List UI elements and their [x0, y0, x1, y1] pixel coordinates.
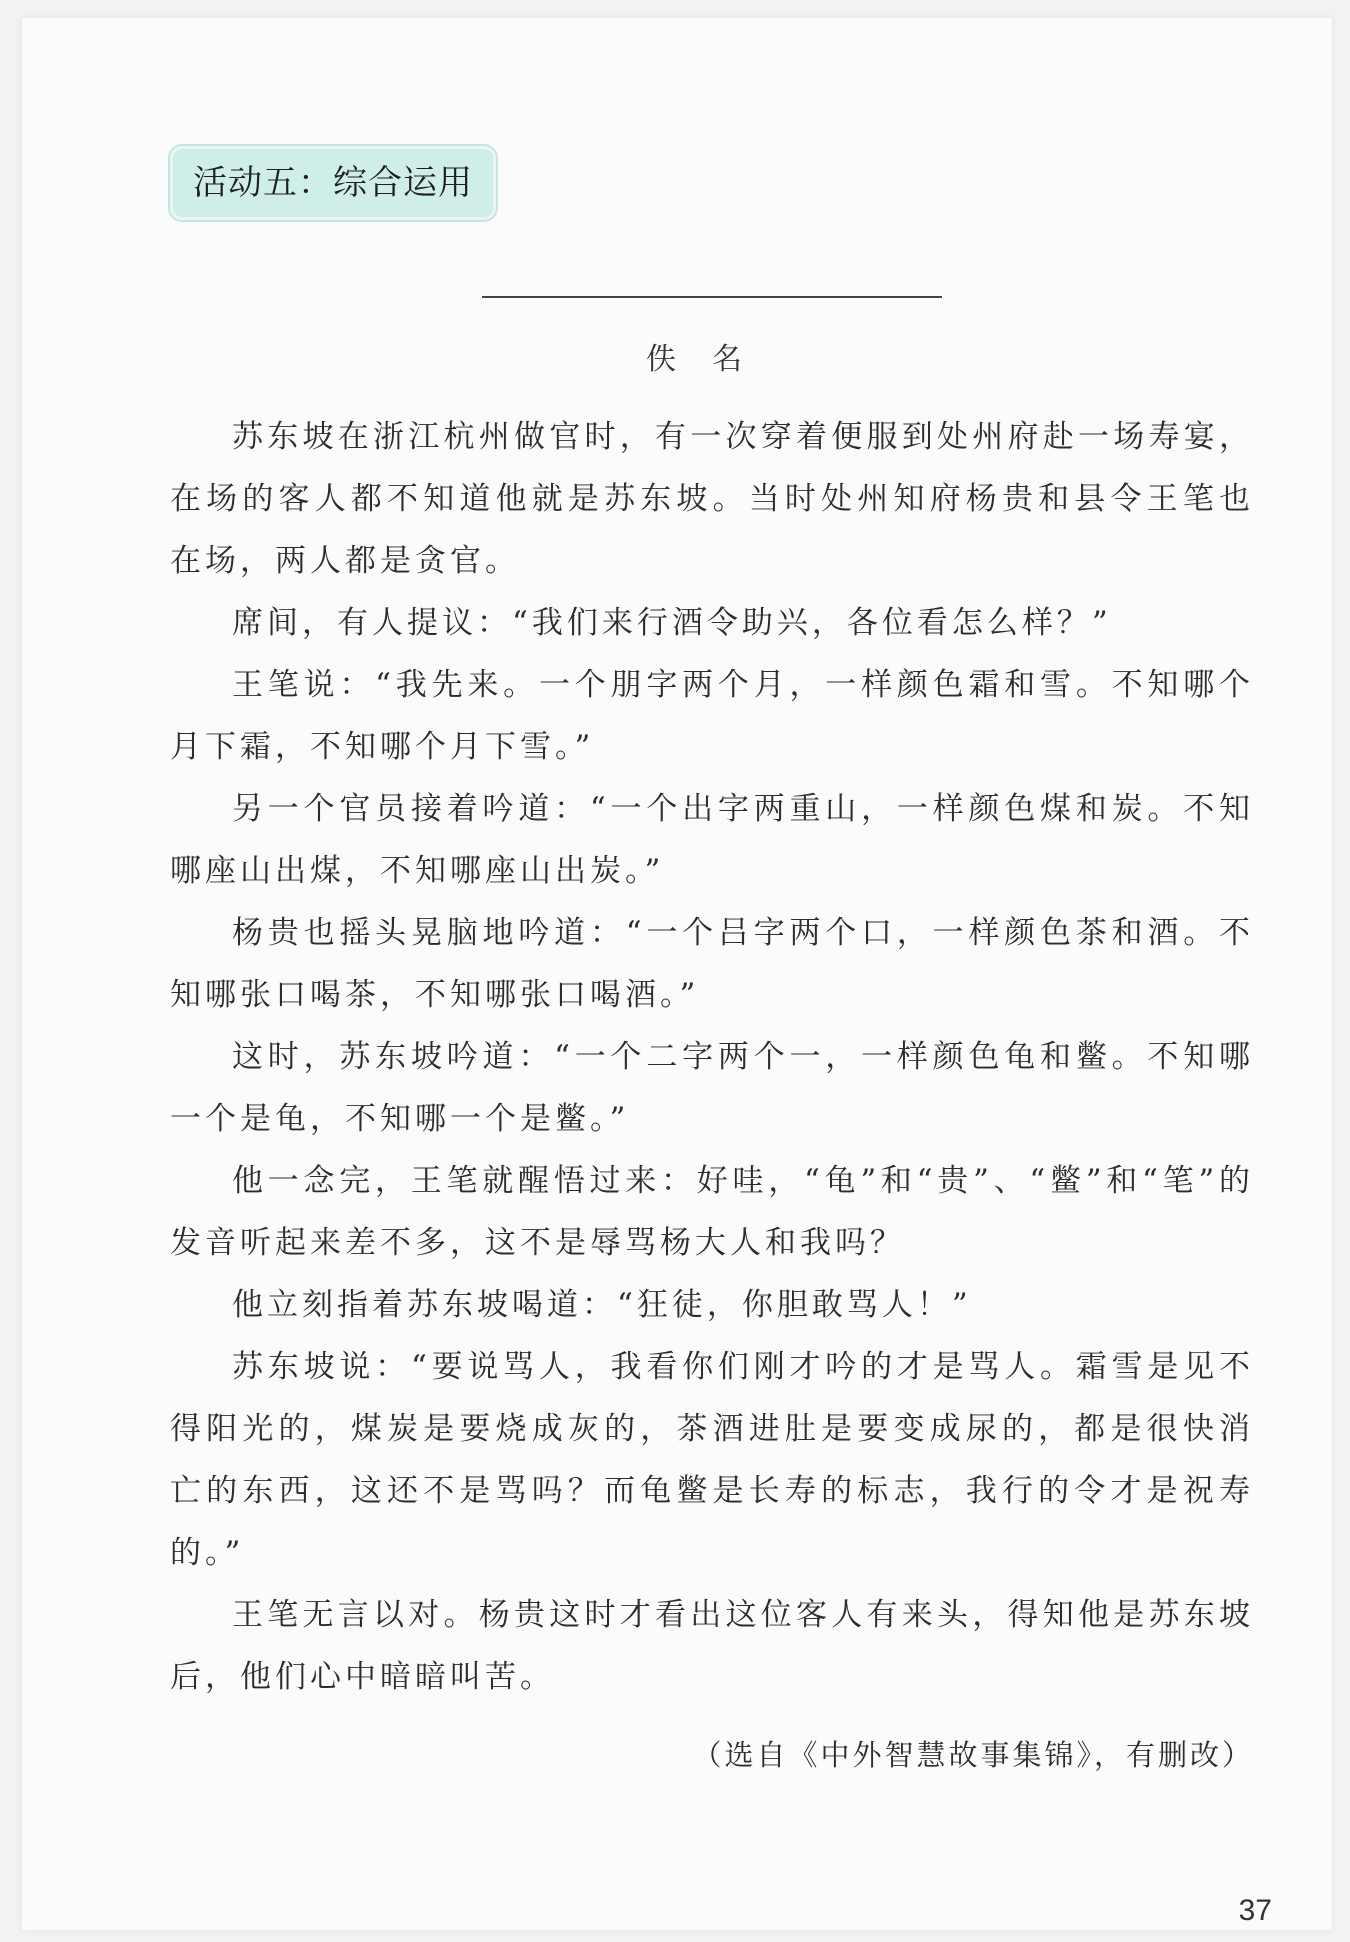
- author-name: 佚名: [646, 342, 778, 377]
- paragraph: 苏东坡在浙江杭州做官时，有一次穿着便服到处州府赴一场寿宴，在场的客人都不知道他就是苏东坡。当时处州知府杨贵和县令王笔也在场，两人都是贪官。: [170, 419, 1254, 579]
- source-citation: （选自《中外智慧故事集锦》，有删改）: [692, 1738, 1254, 1772]
- activity-heading: 活动五：综合运用: [170, 146, 496, 220]
- paragraph: 王笔说：“我先来。一个朋字两个月，一样颜色霜和雪。不知哪个月下霜，不知哪个月下雪。”: [170, 667, 1254, 765]
- title-blank-line: [482, 296, 942, 298]
- story-body: [170, 406, 1254, 1708]
- paragraph: 这时，苏东坡吟道：“一个二字两个一，一样颜色龟和鳖。不知哪一个是龟，不知哪一个是鳖。”: [170, 1039, 1254, 1137]
- paragraph: 另一个官员接着吟道：“一个出字两重山，一样颜色煤和炭。不知哪座山出煤，不知哪座山出炭。”: [170, 791, 1254, 889]
- textbook-page: [22, 18, 1332, 1930]
- paragraph: 苏东坡说：“要说骂人，我看你们刚才吟的才是骂人。霜雪是见不得阳光的，煤炭是要烧成灰的，茶酒进肚是要变成尿的，都是很快消亡的东西，这还不是骂吗？而龟鳖是长寿的标志，我行的令才是祝寿的。”: [170, 1349, 1254, 1571]
- paragraph: 席间，有人提议：“我们来行酒令助兴，各位看怎么样？”: [232, 605, 1112, 641]
- paragraph: 他立刻指着苏东坡喝道：“狂徒，你胆敢骂人！”: [232, 1287, 972, 1323]
- page-number: 37: [1238, 1894, 1272, 1927]
- paragraph: 王笔无言以对。杨贵这时才看出这位客人有来头，得知他是苏东坡后，他们心中暗暗叫苦。: [170, 1597, 1254, 1695]
- paragraph: 杨贵也摇头晃脑地吟道：“一个吕字两个口，一样颜色茶和酒。不知哪张口喝茶，不知哪张口喝酒。”: [170, 915, 1254, 1013]
- paragraph: 他一念完，王笔就醒悟过来：好哇，“龟”和“贵”、“鳖”和“笔”的发音听起来差不多，这不是辱骂杨大人和我吗？: [170, 1163, 1254, 1261]
